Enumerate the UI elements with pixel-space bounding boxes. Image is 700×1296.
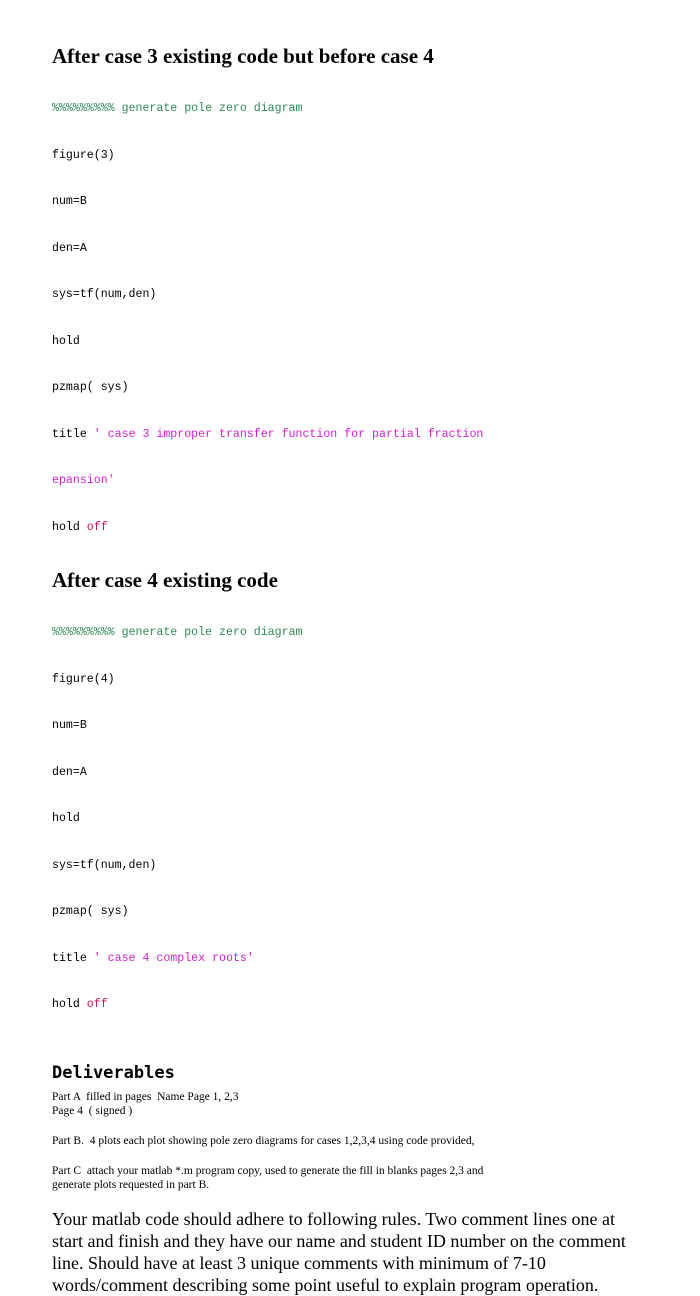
- code-block-case3: [52, 70, 652, 566]
- code-line-hold-off: hold off: [52, 998, 108, 1011]
- section-heading-case3: After case 3 existing code but before case 4: [52, 44, 434, 68]
- code-comment: %%%%%%%%% generate pole zero diagram: [52, 626, 303, 639]
- code-line-hold-off: hold off: [52, 520, 108, 534]
- code-line: figure(4): [52, 672, 115, 686]
- code-line: pzmap( sys): [52, 381, 129, 394]
- part-c-line2: generate plots requested in part B.: [52, 1178, 210, 1191]
- code-line-title-continued: epansion': [52, 474, 115, 487]
- part-a-line2: Page 4 ( signed ): [52, 1104, 133, 1117]
- deliverables-heading: Deliverables: [52, 1062, 175, 1083]
- code-line: den=A: [52, 765, 87, 779]
- code-line-title: title ' case 4 complex roots': [52, 951, 254, 965]
- code-comment: %%%%%%%%% generate pole zero diagram: [52, 102, 303, 115]
- code-line: hold: [52, 812, 80, 825]
- part-b: Part B. 4 plots each plot showing pole zero diagrams for cases 1,2,3,4 using code provided,: [52, 1134, 475, 1147]
- code-line-title: title ' case 3 improper transfer function for partial fraction: [52, 427, 484, 441]
- code-block-case4: [52, 594, 652, 1044]
- code-line: num=B: [52, 195, 87, 208]
- code-line: sys=tf(num,den): [52, 288, 157, 301]
- code-line: pzmap( sys): [52, 905, 129, 918]
- part-c-line1: Part C attach your matlab *.m program copy, used to generate the fill in blanks pages 2,3 and: [52, 1164, 484, 1177]
- code-line: den=A: [52, 241, 87, 255]
- code-line: hold: [52, 334, 80, 348]
- code-line: num=B: [52, 719, 87, 732]
- document-page: [52, 44, 652, 1296]
- code-line: sys=tf(num,den): [52, 858, 157, 872]
- section-heading-case4: After case 4 existing code: [52, 568, 278, 592]
- part-a-line1: Part A filled in pages Name Page 1, 2,3: [52, 1090, 239, 1103]
- code-line: figure(3): [52, 148, 115, 162]
- rules-paragraph: Your matlab code should adhere to following rules. Two comment lines one at start and finish and they have our name and student ID number on the comment line. Should have at least 3 unique comments with minimum of 7-10 words/comment describing some point useful to explain program operation.: [52, 1208, 626, 1295]
